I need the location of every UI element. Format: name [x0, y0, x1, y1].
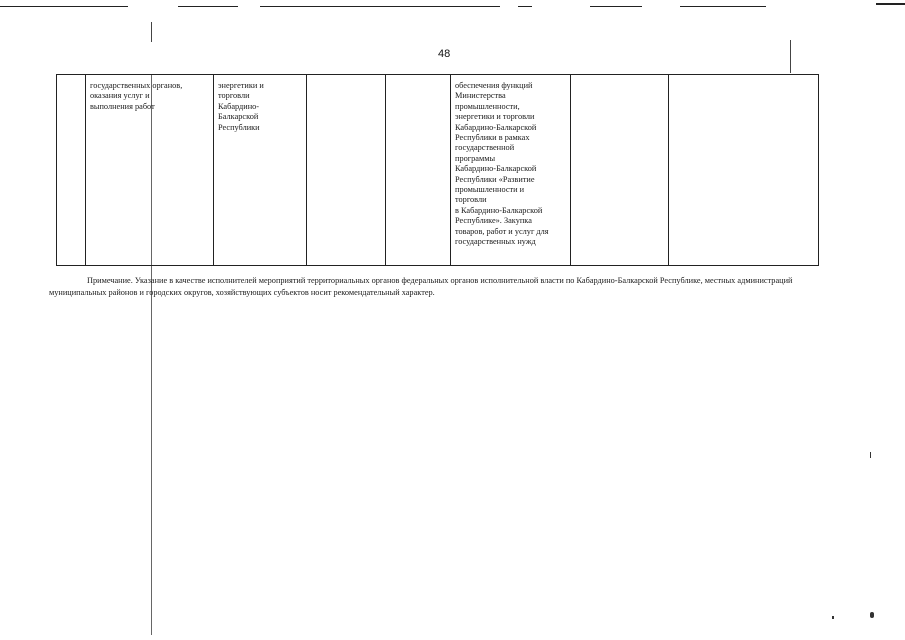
- table-cell: энергетики и торговли Кабардино- Балкарской Республики: [214, 75, 307, 266]
- scan-artifact-line: [518, 6, 532, 7]
- table-cell: обеспечения функций Министерства промышленности, энергетики и торговли Кабардино-Балкарской Республики в рамках государственной программы Кабардино-Балкарской Республики «Развитие промышленности и торговли в Кабардино-Балкарской Республике». Закупка товаров, работ и услуг для государственных нужд: [451, 75, 571, 266]
- table-row: [57, 75, 819, 266]
- scan-fold-line: [790, 40, 791, 73]
- scan-artifact-line: [680, 6, 766, 7]
- scan-speck: [832, 616, 834, 619]
- table-cell: [386, 75, 451, 266]
- table-cell: [571, 75, 669, 266]
- scan-artifact-line: [0, 6, 128, 7]
- table-cell: [57, 75, 86, 266]
- scan-artifact-line: [178, 6, 238, 7]
- scan-fold-line: [151, 22, 152, 42]
- scan-artifact-line: [590, 6, 642, 7]
- table-cell: [307, 75, 386, 266]
- table-cell: государственных органов, оказания услуг и выполнения работ: [86, 75, 214, 266]
- page-number: 48: [438, 48, 451, 60]
- table-cell: [669, 75, 819, 266]
- scan-artifact-line: [260, 6, 500, 7]
- scan-artifact-line: [876, 3, 905, 5]
- scan-speck: [870, 612, 874, 618]
- footnote-note: Примечание. Указание в качестве исполнителей мероприятий территориальных органов федеральных органов исполнительной власти по Кабардино-Балкарской Республике, местных администраций муниципальных районов и городских округов, хозяйствующих субъектов носит рекомендательный характер.: [49, 276, 793, 297]
- continuation-table: [56, 74, 819, 266]
- scan-speck: [870, 452, 871, 458]
